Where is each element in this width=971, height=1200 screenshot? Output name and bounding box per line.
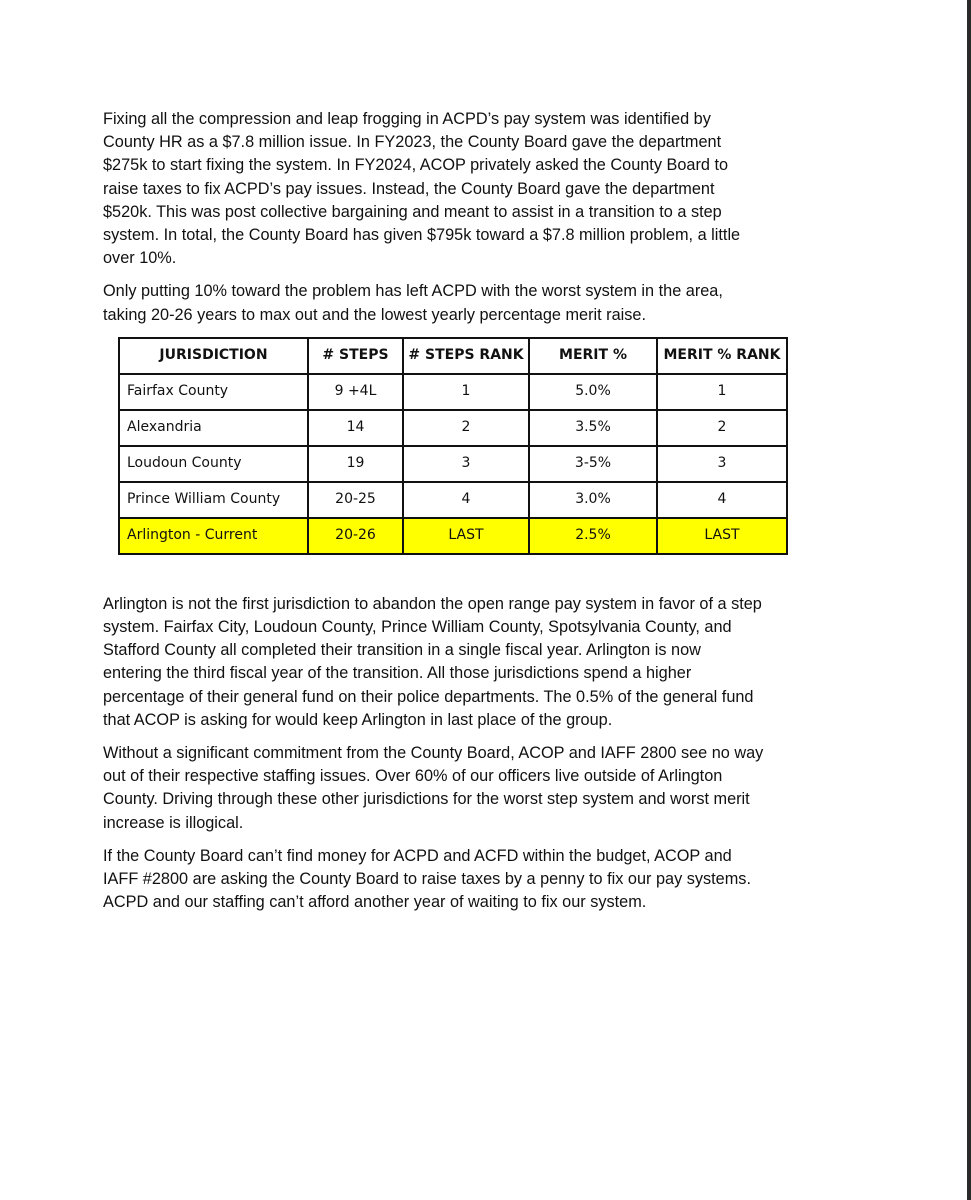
header-steps-rank: # STEPS RANK xyxy=(403,338,529,374)
paragraph-funding-history xyxy=(103,108,855,270)
paragraph-worst-system xyxy=(103,280,855,326)
cell-merit: 5.0% xyxy=(529,374,657,410)
table-row xyxy=(119,482,787,518)
cell-jurisdiction: Fairfax County xyxy=(119,374,308,410)
text-line: increase is illogical. xyxy=(103,813,244,832)
cell-jurisdiction: Arlington - Current xyxy=(119,518,308,554)
header-merit-rank: MERIT % RANK xyxy=(657,338,787,374)
text-line: taking 20-26 years to max out and the lowest yearly percentage merit raise. xyxy=(103,305,646,324)
cell-jurisdiction: Prince William County xyxy=(119,482,308,518)
text-line: Stafford County all completed their transition in a single fiscal year. Arlington is now xyxy=(103,641,701,660)
text-line: County. Driving through these other jurisdictions for the worst step system and worst merit xyxy=(103,790,750,809)
cell-steps: 20-25 xyxy=(308,482,403,518)
text-line: that ACOP is asking for would keep Arlington in last place of the group. xyxy=(103,710,613,729)
text-line: over 10%. xyxy=(103,249,177,268)
text-line: Fixing all the compression and leap frogging in ACPD’s pay system was identified by xyxy=(103,110,711,128)
cell-steps-rank: 2 xyxy=(403,410,529,446)
cell-merit-rank: LAST xyxy=(657,518,787,554)
cell-merit-rank: 4 xyxy=(657,482,787,518)
cell-steps: 19 xyxy=(308,446,403,482)
text-line: raise taxes to fix ACPD’s pay issues. Instead, the County Board gave the department xyxy=(103,179,715,198)
cell-merit: 3.0% xyxy=(529,482,657,518)
text-line: Without a significant commitment from the County Board, ACOP and IAFF 2800 see no way xyxy=(103,744,764,763)
document-body xyxy=(103,108,855,914)
table-row xyxy=(119,410,787,446)
comparison-table xyxy=(118,337,788,555)
header-steps: # STEPS xyxy=(308,338,403,374)
cell-merit-rank: 2 xyxy=(657,410,787,446)
text-line: ACPD and our staffing can’t afford another year of waiting to fix our system. xyxy=(103,893,647,912)
cell-steps-rank: 4 xyxy=(403,482,529,518)
text-line: system. Fairfax City, Loudoun County, Prince William County, Spotsylvania County, and xyxy=(103,618,732,637)
header-jurisdiction: JURISDICTION xyxy=(119,338,308,374)
cell-steps-rank: LAST xyxy=(403,518,529,554)
text-line: Arlington is not the first jurisdiction to abandon the open range pay system in favor of a step xyxy=(103,594,762,613)
cell-merit: 3.5% xyxy=(529,410,657,446)
table-header-row xyxy=(119,338,787,374)
text-line: County HR as a $7.8 million issue. In FY2023, the County Board gave the department xyxy=(103,133,722,152)
cell-jurisdiction: Loudoun County xyxy=(119,446,308,482)
paragraph-other-jurisdictions xyxy=(103,593,855,732)
text-line: $275k to start fixing the system. In FY2024, ACOP privately asked the County Board to xyxy=(103,156,729,175)
text-line: If the County Board can’t find money for ACPD and ACFD within the budget, ACOP and xyxy=(103,846,732,865)
cell-merit: 3-5% xyxy=(529,446,657,482)
text-line: Only putting 10% toward the problem has left ACPD with the worst system in the area, xyxy=(103,282,723,301)
text-line: IAFF #2800 are asking the County Board to raise taxes by a penny to fix our pay systems. xyxy=(103,870,751,889)
page-edge xyxy=(967,0,971,1200)
cell-steps-rank: 3 xyxy=(403,446,529,482)
text-line: entering the third fiscal year of the transition. All those jurisdictions spend a higher xyxy=(103,664,692,683)
header-merit: MERIT % xyxy=(529,338,657,374)
cell-jurisdiction: Alexandria xyxy=(119,410,308,446)
paragraph-staffing xyxy=(103,742,855,835)
cell-steps: 20-26 xyxy=(308,518,403,554)
text-line: $520k. This was post collective bargaining and meant to assist in a transition to a step xyxy=(103,202,722,221)
cell-merit-rank: 1 xyxy=(657,374,787,410)
table-row xyxy=(119,374,787,410)
text-line: system. In total, the County Board has given $795k toward a $7.8 million problem, a little xyxy=(103,226,741,245)
text-line: out of their respective staffing issues. Over 60% of our officers live outside of Arlington xyxy=(103,767,723,786)
paragraph-tax-request xyxy=(103,845,855,915)
cell-steps-rank: 1 xyxy=(403,374,529,410)
cell-steps: 9 +4L xyxy=(308,374,403,410)
cell-steps: 14 xyxy=(308,410,403,446)
cell-merit-rank: 3 xyxy=(657,446,787,482)
table-row-highlighted xyxy=(119,518,787,554)
cell-merit: 2.5% xyxy=(529,518,657,554)
text-line: percentage of their general fund on their police departments. The 0.5% of the general fund xyxy=(103,687,754,706)
table-row xyxy=(119,446,787,482)
